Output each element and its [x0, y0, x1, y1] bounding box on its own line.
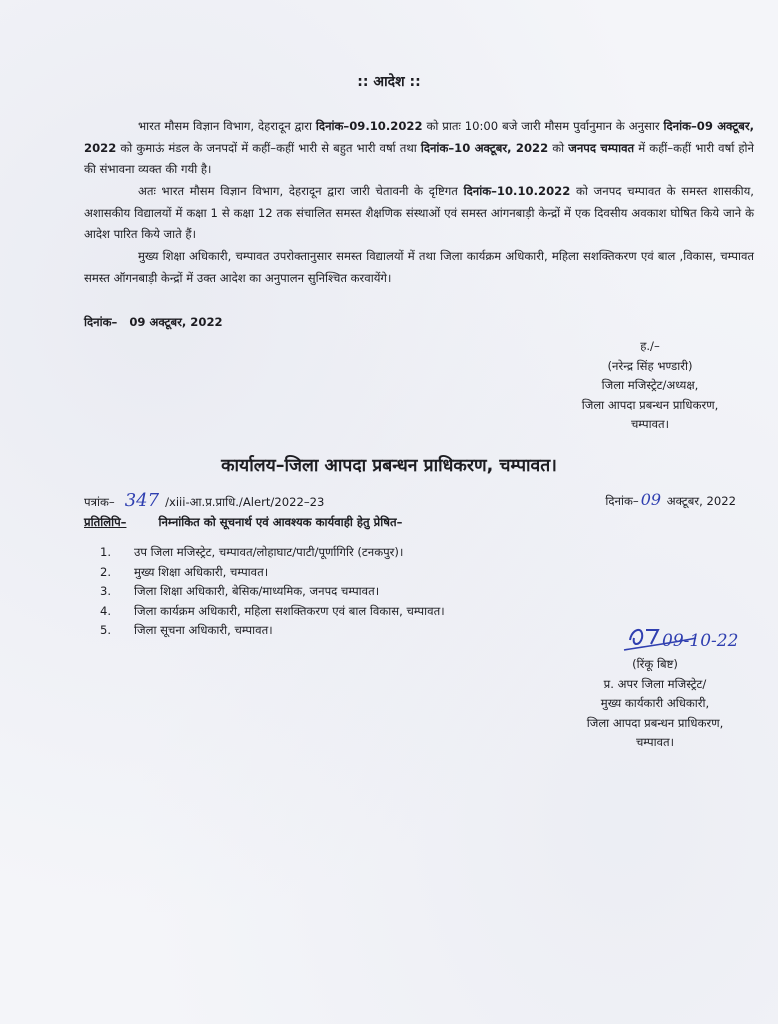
list-item-text: जिला शिक्षा अधिकारी, बेसिक/माध्यमिक, जनपद चम्पावत। [134, 584, 380, 598]
list-item-number: 4. [100, 603, 112, 618]
order-paragraph-2 [84, 181, 754, 246]
p1-district-bold: जनपद चम्पावत [568, 140, 635, 155]
p1-text-c: को प्रातः 10:00 बजे जारी मौसम पुर्वानुमान के अनुसार [422, 119, 664, 133]
list-item-number: 3. [100, 584, 112, 598]
ref-label: पत्रांक– [84, 495, 115, 509]
list-item-number: 2. [100, 564, 112, 579]
p2-text-a: अतः भारत मौसम विज्ञान विभाग, देहरादून द्वारा जारी चेतावनी के दृष्टिगत [138, 184, 464, 198]
list-item-text: जिला सूचना अधिकारी, चम्पावत। [134, 623, 273, 637]
copy-label: प्रतिलिपि– [84, 515, 127, 529]
reference-line [84, 490, 736, 511]
list-item-number: 5. [100, 623, 112, 637]
copy-text: निम्नांकित को सूचनार्थ एवं आवश्यक कार्यवाही हेतु प्रेषित– [158, 515, 403, 529]
order-date [84, 315, 223, 330]
order-date-label: दिनांक– [84, 315, 118, 329]
signature1-authority: जिला आपदा प्रबन्धन प्राधिकरण, [581, 397, 719, 412]
ref-date [605, 490, 736, 509]
list-item [100, 621, 445, 641]
ref-number-handwritten: 347 [124, 490, 160, 511]
p1-date-bold-2: दिनांक–09 अक्टूबर, 2022 [84, 119, 754, 155]
ref-date-label: दिनांक– [605, 494, 639, 508]
signature1-line1: ह./– [640, 339, 660, 353]
ref-date-rest: अक्टूबर, 2022 [663, 494, 736, 508]
signature1-place: चम्पावत। [630, 417, 670, 431]
p2-date-bold: दिनांक–10.10.2022 [463, 184, 571, 198]
list-item [100, 563, 445, 583]
signature2-place: चम्पावत। [635, 735, 675, 749]
signature1-designation: जिला मजिस्ट्रेट/अध्यक्ष, [601, 378, 699, 392]
signature2-designation: प्र. अपर जिला मजिस्ट्रेट/ [603, 676, 707, 691]
order-heading: :: आदेश :: [357, 74, 421, 90]
order-paragraph-3: मुख्य शिक्षा अधिकारी, चम्पावत उपरोक्तानुसार समस्त विद्यालयों में तथा जिला कार्यक्रम अधिकारी, महिला सशक्तिकरण एवं बाल ,विकास, चम्पावत समस्त ऑगनबाड़ी केन्द्रों में उक्त आदेश का अनुपालन सुनिश्चित करवायेंगे। [84, 249, 754, 285]
ref-code: /xiii-आ.प्र.प्राधि./Alert/2022–23 [165, 495, 325, 509]
office-title: कार्यालय–जिला आपदा प्रबन्धन प्राधिकरण, चम्पावत। [221, 456, 557, 476]
signature-block-dm [540, 337, 760, 435]
p1-text-g: को [548, 140, 569, 155]
copy-to-line [84, 515, 402, 530]
signature2-authority: जिला आपदा प्रबन्धन प्राधिकरण, [586, 715, 724, 730]
ref-date-day-handwritten: 09 [640, 490, 662, 509]
list-item [100, 582, 445, 602]
p1-text-i: में कहीं–कहीं भारी वर्षा होने की संभावना व्यक्त की गयी है। [84, 140, 754, 176]
recipient-list [100, 543, 445, 641]
list-item-number: 1. [100, 545, 112, 559]
list-item-text: उप जिला मजिस्ट्रेट, चम्पावत/लोहाघाट/पाटी/पूर्णागिरि (टनकपुर)। [134, 545, 404, 559]
signature-block-adm [540, 655, 770, 753]
list-item-text: जिला कार्यक्रम अधिकारी, महिला सशक्तिकरण एवं बाल विकास, चम्पावत। [134, 603, 445, 618]
handwritten-date: 09-10-22 [662, 631, 739, 651]
list-item-text: मुख्य शिक्षा अधिकारी, चम्पावत। [134, 564, 269, 579]
p1-date-bold-3: दिनांक–10 अक्टूबर, 2022 [420, 140, 549, 155]
signature2-name: (रिंकू बिष्ट) [632, 657, 678, 671]
signature2-role: मुख्य कार्यकारी अधिकारी, [600, 696, 710, 710]
list-item [100, 602, 445, 622]
signature1-name: (नरेन्द्र सिंह भण्डारी) [607, 358, 693, 373]
list-item [100, 543, 445, 563]
order-date-value: 09 अक्टूबर, 2022 [129, 315, 223, 329]
p1-date-bold: दिनांक–09.10.2022 [315, 119, 423, 133]
p1-text-a: भारत मौसम विज्ञान विभाग, देहरादून द्वारा [138, 119, 316, 133]
p2-text-c: को जनपद चम्पावत के समस्त शासकीय, अशासकीय विद्यालयों में कक्षा 1 से कक्षा 12 तक संचालित समस्त शैक्षणिक संस्थाओं एवं समस्त आंगनबाड़ी केन्द्रों में एक दिवसीय अवकाश घोषित किये जाने के आदेश पारित किये जाते हैं। [84, 184, 754, 241]
order-paragraph-1 [84, 116, 754, 181]
p1-text-e: को कुमाऊं मंडल के जनपदों में कहीं–कहीं भारी से बहुत भारी वर्षा तथा [116, 140, 421, 155]
